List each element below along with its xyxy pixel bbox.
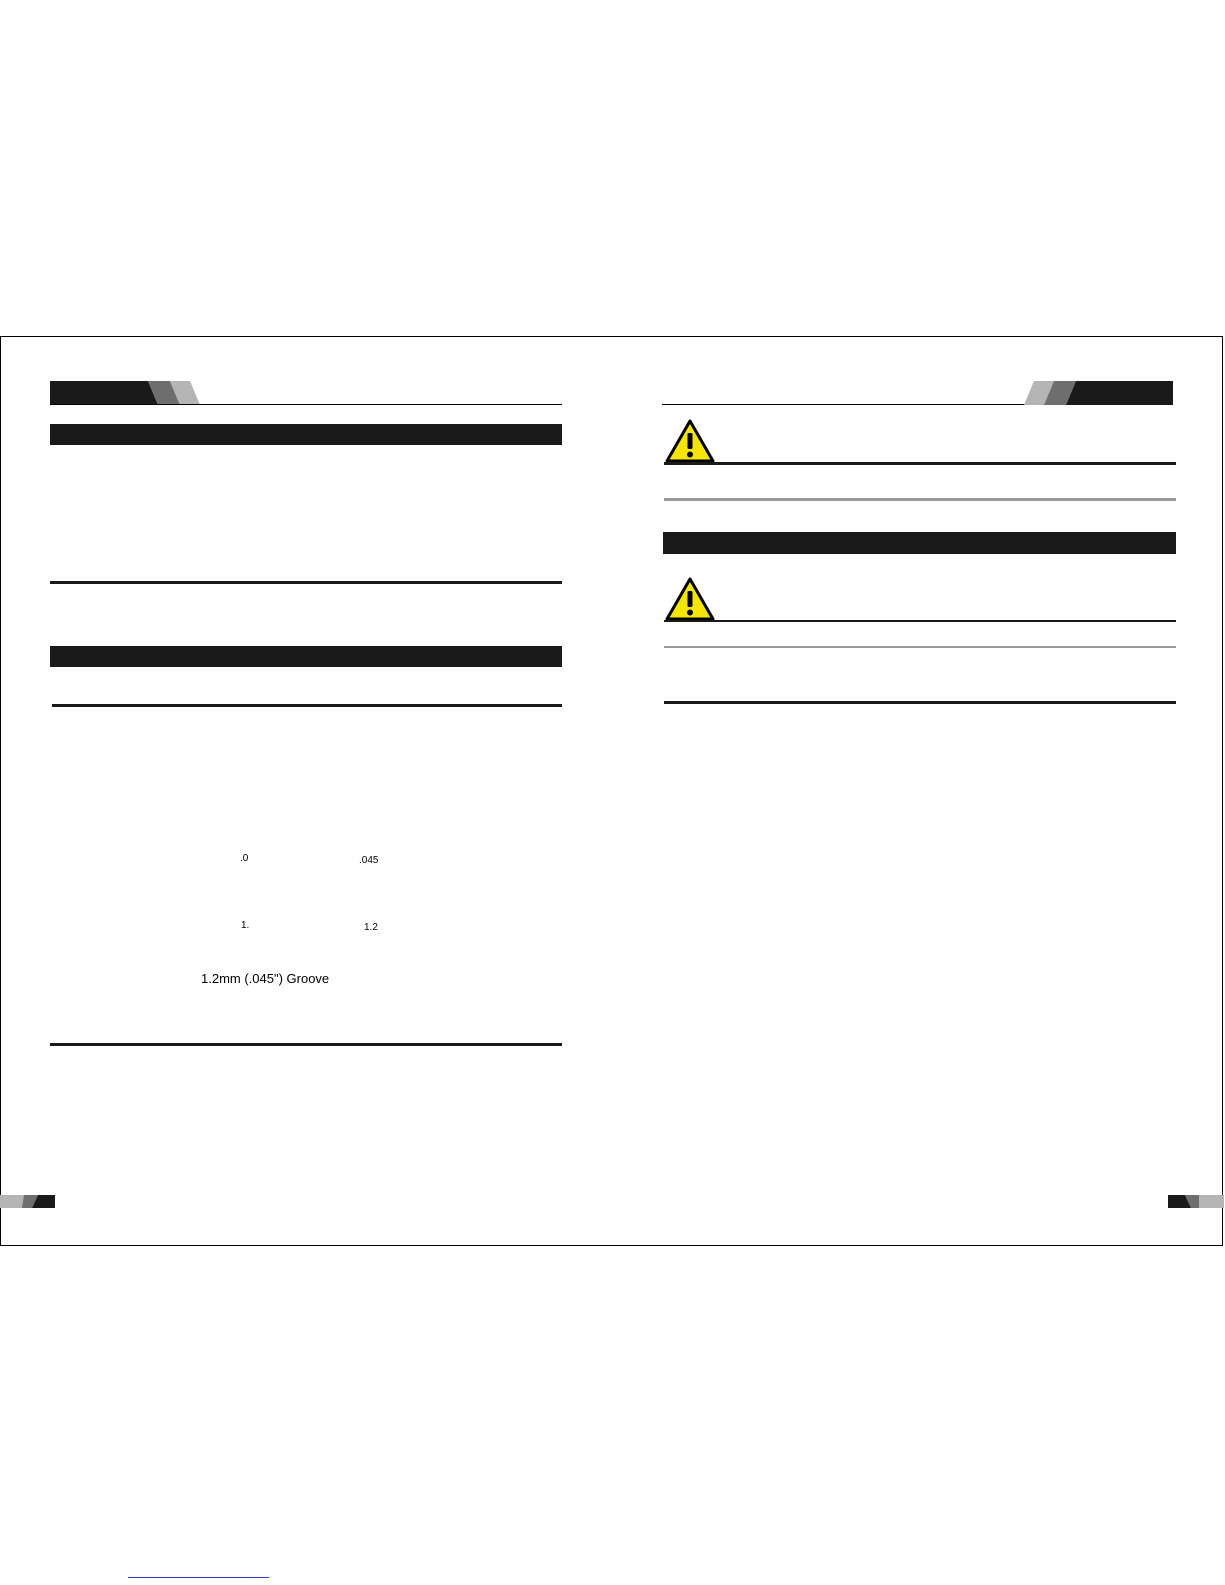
left-divider-3 <box>50 1043 562 1046</box>
warning-triangle-icon <box>665 419 715 463</box>
left-section-bar-2 <box>50 646 562 667</box>
left-footer-tab <box>0 1195 56 1209</box>
link-underline <box>128 1577 269 1578</box>
diagram-label-top-right: .045 <box>359 855 379 866</box>
left-header-tab <box>50 381 570 406</box>
right-gray-divider-1 <box>664 498 1176 501</box>
right-divider-3 <box>664 701 1176 704</box>
right-divider-2 <box>664 620 1176 622</box>
diagram-caption: 1.2mm (.045") Groove <box>201 971 330 986</box>
spread-frame <box>0 336 1223 1246</box>
left-divider-1 <box>50 581 562 584</box>
warning-triangle-icon <box>665 577 715 621</box>
left-divider-2 <box>52 704 562 707</box>
right-header-tab <box>662 381 1174 406</box>
diagram-label-bottom-left: 1. <box>241 920 250 931</box>
right-divider-1 <box>664 462 1176 465</box>
right-gray-divider-2 <box>664 646 1176 648</box>
right-section-bar-1 <box>663 532 1176 554</box>
right-footer-tab <box>1168 1195 1224 1209</box>
left-section-bar-1 <box>50 424 562 445</box>
diagram-label-top-left: .0 <box>240 853 249 864</box>
diagram-label-bottom-right: 1.2 <box>364 922 378 933</box>
